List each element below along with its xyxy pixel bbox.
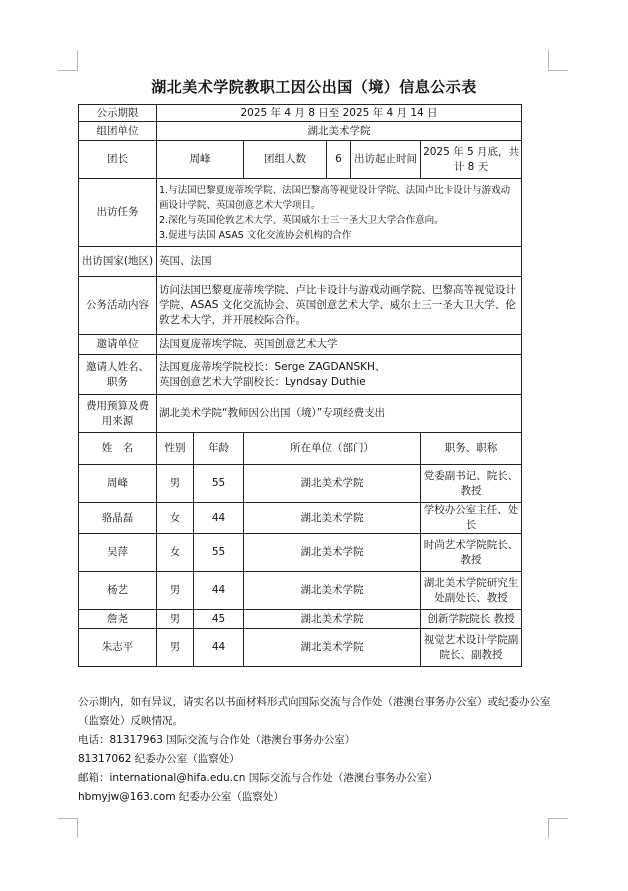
member-gender: 男: [157, 629, 194, 667]
member-gender: 男: [157, 610, 194, 629]
inviter-person-line-2: 英国创意艺术大学副校长：Lyndsay Duthie: [159, 375, 366, 388]
crop-mark-bottom-right-v: [548, 818, 549, 838]
member-age: 44: [194, 572, 244, 610]
inviter-person-label: 邀请人姓名、职务: [79, 355, 157, 395]
member-position: 视觉艺术设计学院副院长、副教授: [421, 629, 522, 667]
header-unit: 所在单位（部门）: [244, 433, 421, 465]
organizer-label: 组团单位: [79, 122, 157, 141]
countries-label: 出访国家(地区): [79, 247, 157, 277]
phone-line-2: 81317062 纪委办公室（监察处）: [78, 753, 240, 765]
member-unit: 湖北美术学院: [244, 465, 421, 503]
info-table: [78, 104, 522, 667]
objection-notice: 公示期内，如有异议，请实名以书面材料形式向国际交流与合作处（港澳台事务办公室）或纪委办公室（监察处）反映情况。: [78, 696, 551, 727]
mission-line-1: 1.与法国巴黎夏庞蒂埃学院、法国巴黎高等视觉设计学院、法国卢比卡设计与游戏动画设计学院、英国创意艺术大学项目。: [159, 184, 511, 211]
table-row: [79, 465, 522, 503]
footer-notice-block: [78, 693, 553, 807]
header-name: 姓 名: [79, 433, 157, 465]
member-unit: 湖北美术学院: [244, 610, 421, 629]
member-unit: 湖北美术学院: [244, 503, 421, 534]
budget-value: 湖北美术学院“教师因公出国（境）”专项经费支出: [157, 395, 522, 433]
inviter-value: 法国夏庞蒂埃学院、英国创意艺术大学: [157, 335, 522, 355]
member-unit: 湖北美术学院: [244, 572, 421, 610]
member-name: 杨艺: [79, 572, 157, 610]
activities-label: 公务活动内容: [79, 277, 157, 335]
crop-mark-top-right-v: [548, 50, 549, 70]
member-unit: 湖北美术学院: [244, 534, 421, 572]
mission-label: 出访任务: [79, 179, 157, 247]
member-name: 骆晶磊: [79, 503, 157, 534]
crop-mark-bottom-left-h: [58, 818, 78, 819]
inviter-person-value: [157, 355, 522, 395]
inviter-person-line-1: 法国夏庞蒂埃学院校长：Serge ZAGDANSKH、: [159, 360, 386, 373]
email-line-2: hbmyjw@163.com 纪委办公室（监察处）: [78, 791, 284, 803]
leader-value: 周峰: [157, 141, 244, 179]
phone-line-1: 电话：81317963 国际交流与合作处（港澳台事务办公室）: [78, 734, 356, 746]
member-name: 吴萍: [79, 534, 157, 572]
document-title: 湖北美术学院教职工因公出国（境）信息公示表: [151, 78, 477, 96]
table-row: [79, 503, 522, 534]
member-name: 周峰: [79, 465, 157, 503]
member-name: 朱志平: [79, 629, 157, 667]
member-position: 学校办公室主任、处长: [421, 503, 522, 534]
table-row: [79, 534, 522, 572]
member-gender: 女: [157, 503, 194, 534]
leader-label: 团长: [79, 141, 157, 179]
member-gender: 男: [157, 572, 194, 610]
member-age: 45: [194, 610, 244, 629]
crop-mark-bottom-right-h: [548, 818, 568, 819]
organizer-value: 湖北美术学院: [157, 122, 522, 141]
group-size-value: 6: [327, 141, 351, 179]
crop-mark-top-left-h: [58, 70, 78, 71]
member-age: 44: [194, 503, 244, 534]
travel-dates-label: 出访起止时间: [351, 141, 421, 179]
publicity-period-label: 公示期限: [79, 105, 157, 122]
member-position: 党委副书记、院长、教授: [421, 465, 522, 503]
activities-value: 访问法国巴黎夏庞蒂埃学院、卢比卡设计与游戏动画学院、巴黎高等视觉设计学院、ASAS 文化交流协会、英国创意艺术大学、威尔士三一圣大卫大学、伦敦艺术大学，并开展校际合作。: [157, 277, 522, 335]
email-line-1: 邮箱：international@hifa.edu.cn 国际交流与合作处（港澳台事务办公室）: [78, 772, 438, 784]
table-row: [79, 629, 522, 667]
group-size-label: 团组人数: [244, 141, 327, 179]
member-unit: 湖北美术学院: [244, 629, 421, 667]
publicity-period-value: 2025 年 4 月 8 日至 2025 年 4 月 14 日: [157, 105, 522, 122]
member-position: 湖北美术学院研究生处副处长、教授: [421, 572, 522, 610]
inviter-label: 邀请单位: [79, 335, 157, 355]
member-gender: 女: [157, 534, 194, 572]
mission-line-3: 3.促进与法国 ASAS 文化交流协会机构的合作: [159, 229, 352, 241]
mission-value: [157, 179, 522, 247]
travel-dates-value: 2025 年 5 月底，共计 8 天: [421, 141, 522, 179]
header-gender: 性别: [157, 433, 194, 465]
crop-mark-top-right-h: [548, 70, 568, 71]
member-position: 创新学院院长 教授: [421, 610, 522, 629]
table-row: [79, 572, 522, 610]
member-position: 时尚艺术学院院长、教授: [421, 534, 522, 572]
budget-label: 费用预算及费用来源: [79, 395, 157, 433]
countries-value: 英国、法国: [157, 247, 522, 277]
table-row: [79, 610, 522, 629]
header-position: 职务、职称: [421, 433, 522, 465]
header-age: 年龄: [194, 433, 244, 465]
member-gender: 男: [157, 465, 194, 503]
mission-line-2: 2.深化与英国伦敦艺术大学、英国威尔士三一圣大卫大学合作意向。: [159, 214, 444, 226]
member-age: 44: [194, 629, 244, 667]
crop-mark-top-left-v: [77, 50, 78, 70]
member-name: 詹尧: [79, 610, 157, 629]
member-age: 55: [194, 534, 244, 572]
member-age: 55: [194, 465, 244, 503]
crop-mark-bottom-left-v: [77, 818, 78, 838]
